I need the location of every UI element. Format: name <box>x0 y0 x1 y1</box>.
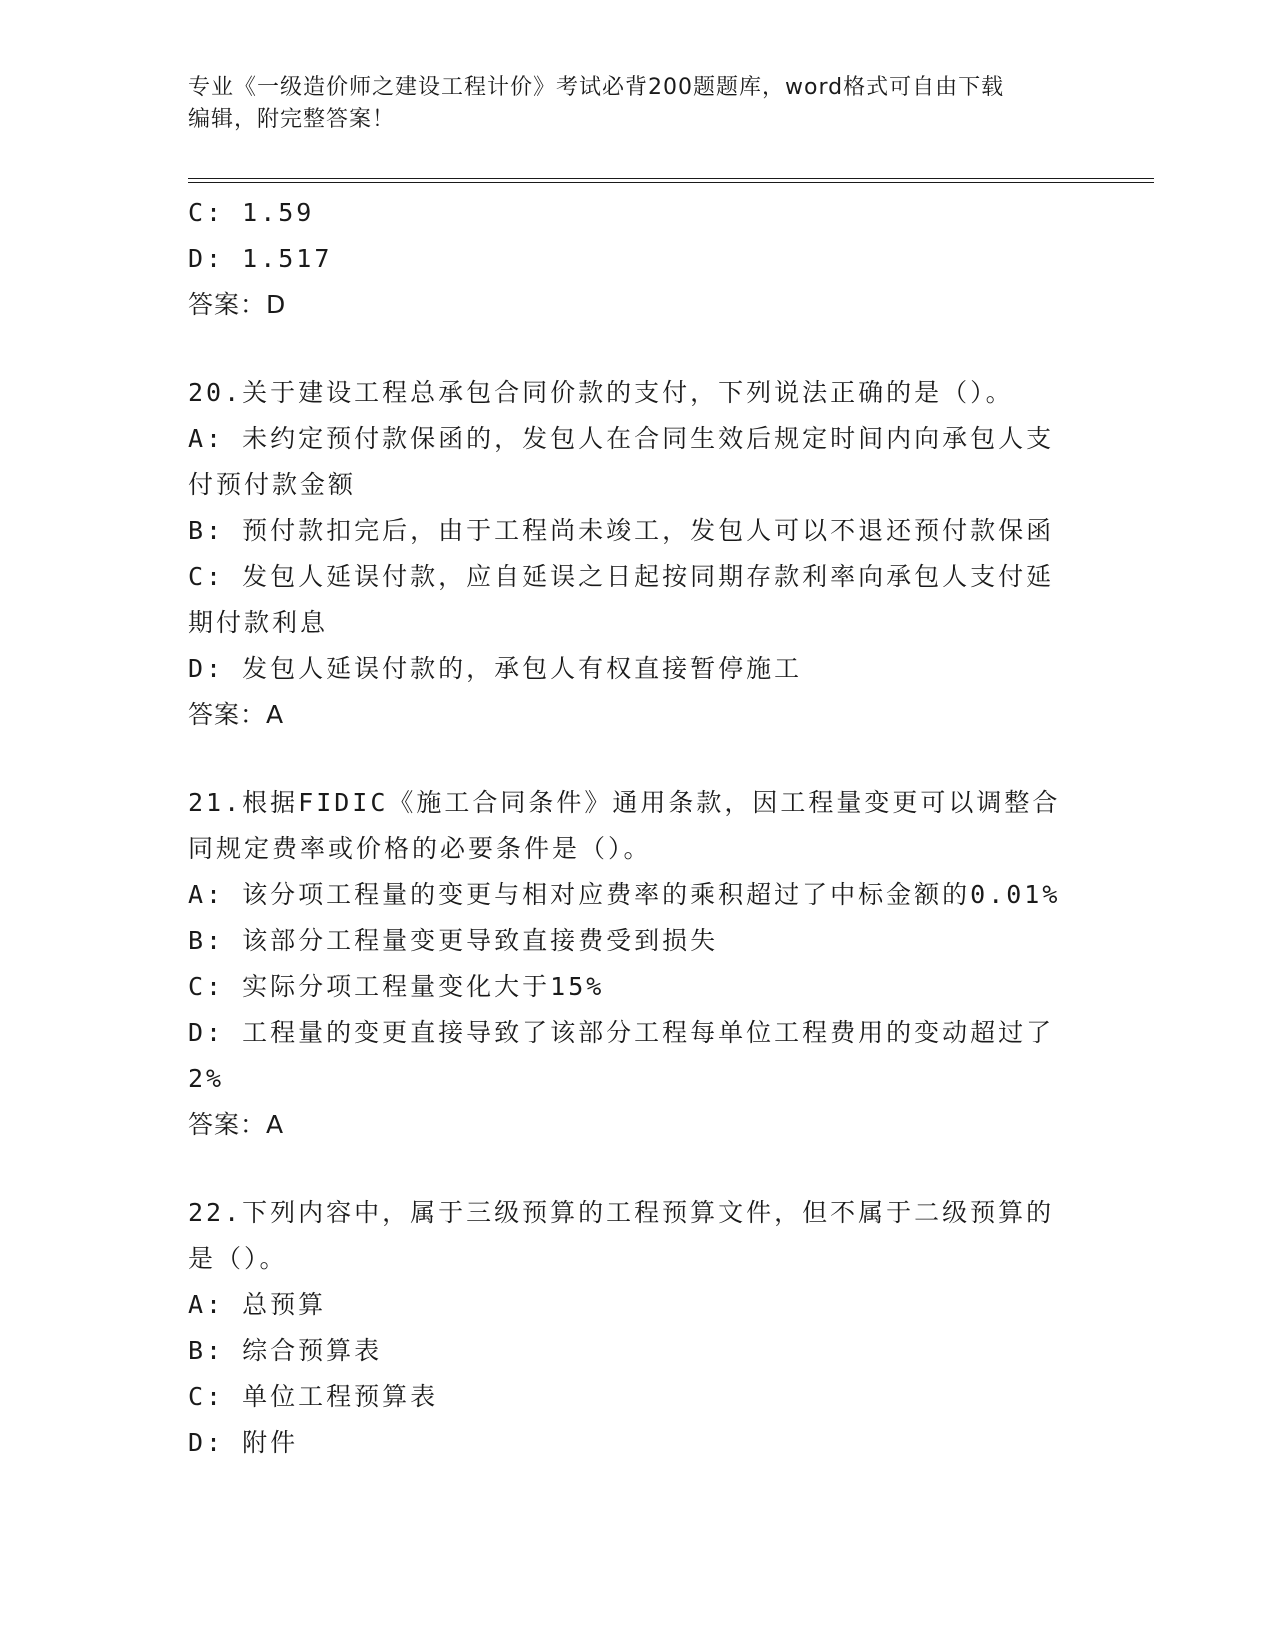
q20-answer: 答案：A <box>188 700 285 729</box>
q21-stem-line1: 21.根据FIDIC《施工合同条件》通用条款，因工程量变更可以调整合 <box>188 788 1061 817</box>
header-line-1: 专业《一级造价师之建设工程计价》考试必背200题题库，word格式可自由下载 <box>188 75 1005 100</box>
q20-option-d: D: 发包人延误付款的，承包人有权直接暂停施工 <box>188 654 803 683</box>
q22-stem-line2: 是（）。 <box>188 1244 288 1273</box>
header-rule-top <box>188 178 1154 179</box>
q22-option-d: D: 附件 <box>188 1428 299 1457</box>
question-20 <box>188 370 1088 738</box>
prev-option-c: C: 1.59 <box>188 198 315 227</box>
q22-option-b: B: 综合预算表 <box>188 1336 383 1365</box>
q21-option-d-line1: D: 工程量的变更直接导致了该部分工程每单位工程费用的变动超过了 <box>188 1018 1055 1047</box>
q20-option-b: B: 预付款扣完后，由于工程尚未竣工，发包人可以不退还预付款保函 <box>188 516 1055 545</box>
q22-option-a: A: 总预算 <box>188 1290 327 1319</box>
q22-option-c: C: 单位工程预算表 <box>188 1382 439 1411</box>
q21-option-a: A: 该分项工程量的变更与相对应费率的乘积超过了中标金额的0.01% <box>188 880 1061 909</box>
header-line-2: 编辑，附完整答案！ <box>188 107 396 132</box>
q21-stem-line2: 同规定费率或价格的必要条件是（）。 <box>188 834 652 863</box>
q21-option-d-line2: 2% <box>188 1064 225 1093</box>
question-content <box>188 190 1088 1466</box>
q20-option-a-line2: 付预付款金额 <box>188 470 357 499</box>
prev-question <box>188 190 1088 328</box>
q20-option-c-line1: C: 发包人延误付款，应自延误之日起按同期存款利率向承包人支付延 <box>188 562 1055 591</box>
q22-stem-line1: 22.下列内容中，属于三级预算的工程预算文件，但不属于二级预算的 <box>188 1198 1055 1227</box>
prev-option-d: D: 1.517 <box>188 244 333 273</box>
q21-option-c: C: 实际分项工程量变化大于15% <box>188 972 605 1001</box>
header-rule-bottom <box>188 182 1154 183</box>
document-header <box>188 72 1088 136</box>
q20-stem: 20.关于建设工程总承包合同价款的支付，下列说法正确的是（）。 <box>188 378 1014 407</box>
q20-option-a-line1: A: 未约定预付款保函的，发包人在合同生效后规定时间内向承包人支 <box>188 424 1055 453</box>
question-21 <box>188 780 1088 1148</box>
question-22 <box>188 1190 1088 1466</box>
q20-option-c-line2: 期付款利息 <box>188 608 329 637</box>
prev-answer: 答案：D <box>188 290 287 319</box>
q21-option-b: B: 该部分工程量变更导致直接费受到损失 <box>188 926 719 955</box>
q21-answer: 答案：A <box>188 1110 285 1139</box>
